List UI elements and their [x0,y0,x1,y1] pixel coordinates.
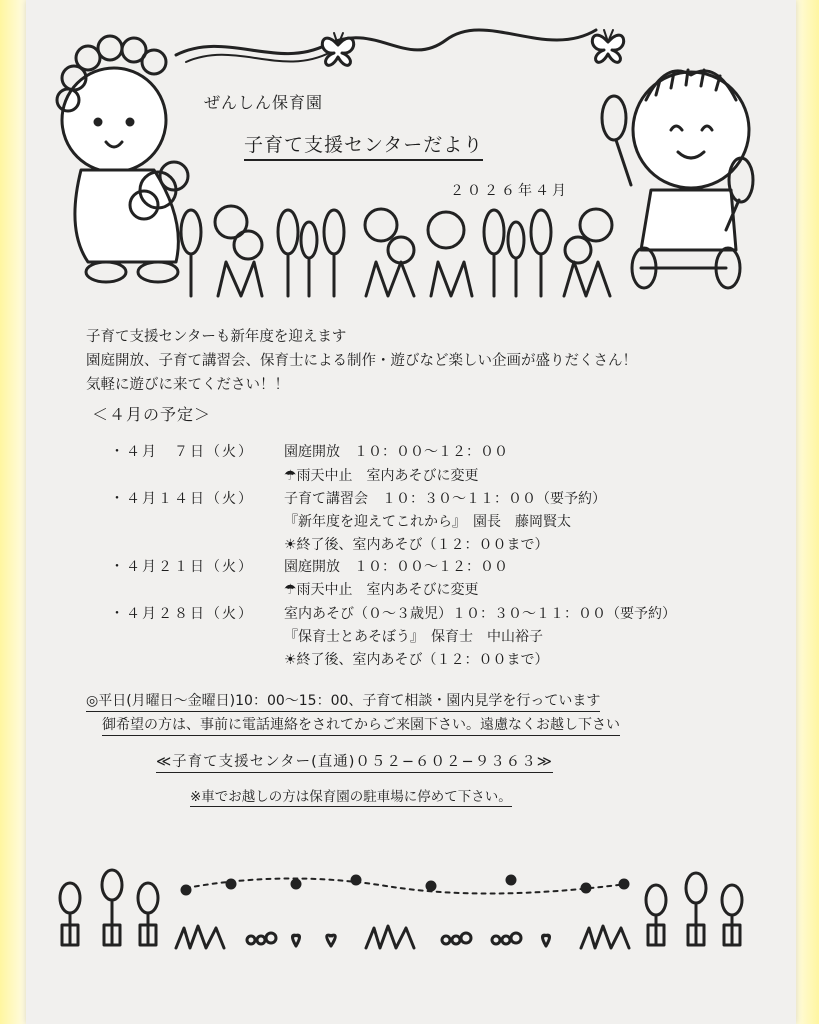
music-note-icon [182,876,628,894]
page-title: 子育て支援センターだより [244,130,483,161]
wave-line-icon [176,30,596,55]
face-flower-icon [138,883,158,945]
schedule-line: ☀終了後、室内あそび（１２：００まで） [284,537,549,553]
schedule-line: ☀終了後、室内あそび（１２：００まで） [284,652,549,668]
intro-line: 気軽に遊びに来てください！！ [86,377,289,393]
flower-icon [564,209,612,296]
schedule-line: 子育て講習会 １０：３０〜１１：００（要予約） [284,491,606,507]
tulip-icon [324,210,344,296]
schedule-date: ・４月２１日（火） [110,559,254,575]
grass-icon [581,926,629,948]
schedule-line: ☂雨天中止 室内あそびに変更 [284,468,479,484]
schedule-line: ☂雨天中止 室内あそびに変更 [284,582,479,598]
flower-icon [215,206,262,296]
music-note-line [186,878,626,893]
face-flower-icon [722,885,742,945]
newsletter-sheet [26,0,796,1024]
intro-line: 園庭開放、子育て講習会、保育士による制作・遊びなど楽しい企画が盛りだくさん！ [86,353,637,369]
schedule-line: 室内あそび（０〜３歳児）１０：３０〜１１：００（要予約） [284,606,676,622]
boy-with-maracas-icon [602,70,753,288]
schedule-heading: ＜４月の予定＞ [92,405,212,424]
schedule-line: 園庭開放 １０：００〜１２：００ [284,559,508,575]
face-flower-icon [646,885,666,945]
ant-icon [492,933,521,944]
butterfly-icon [322,33,353,65]
face-flower-icon [102,870,122,945]
flower-icon [428,212,472,296]
schedule-date: ・４月１４日（火） [110,491,254,507]
schedule-date: ・４月２８日（火） [110,606,254,622]
tulip-icon [531,210,551,296]
sprout-icon [292,935,335,946]
tulip-icon [484,210,504,296]
flower-row [181,206,612,296]
butterfly-icon [592,30,623,62]
organization-name: ぜんしん保育園 [204,93,324,112]
contact-phone: ≪子育て支援センター(直通)０５２−６０２−９３６３≫ [156,750,553,773]
face-flower-icon [686,873,706,945]
flower-icon [365,209,414,296]
schedule-line: 『新年度を迎えてこれから』 園長 藤岡賢太 [284,514,571,530]
schedule-line: 園庭開放 １０：００〜１２：００ [284,444,508,460]
intro-line: 子育て支援センターも新年度を迎えます [86,329,347,345]
schedule-date: ・４月 ７日（火） [110,444,254,460]
tulip-icon [278,210,298,296]
weekday-note: ◎平日(月曜日〜金曜日)10：00〜15：00、子育て相談・園内見学を行っています [86,690,600,712]
face-flower-icon [60,883,80,945]
tulip-icon [181,210,201,296]
parking-note: ※車でお越しの方は保育園の駐車場に停めて下さい。 [190,785,512,807]
grass-icon [366,926,414,948]
tulip-icon [301,222,317,296]
visit-note: 御希望の方は、事前に電話連絡をされてからご来園下さい。遠慮なくお越し下さい [102,714,620,736]
tulip-icon [508,222,524,296]
issue-date: ２０２６年４月 [450,183,569,199]
ant-icon [442,933,471,944]
schedule-line: 『保育士とあそぼう』 保育士 中山裕子 [284,629,543,645]
grass-icon [176,926,224,948]
sprout-icon [542,935,549,946]
girl-with-flowers-icon [57,36,188,282]
ant-icon [247,933,276,944]
